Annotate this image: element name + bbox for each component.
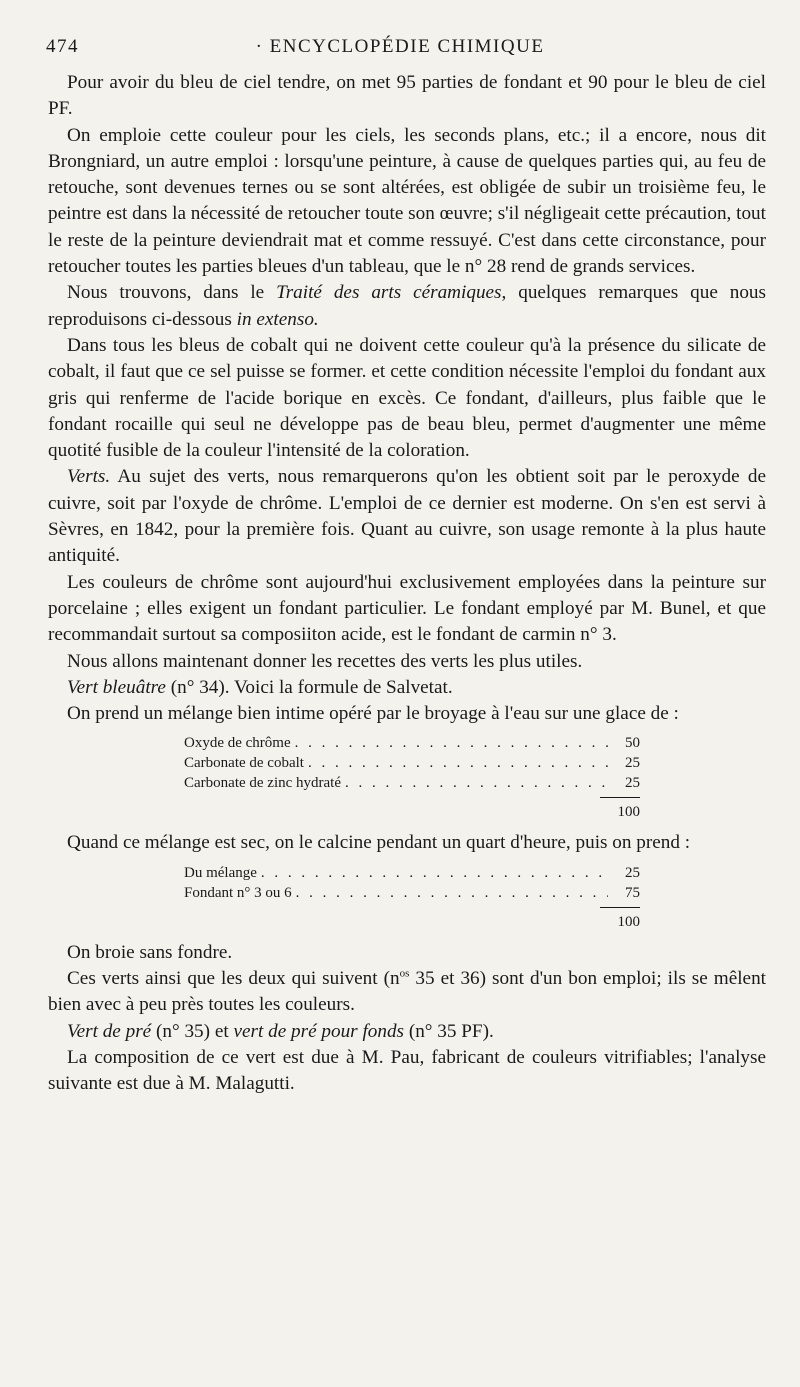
paragraph — [48, 1019, 766, 1045]
recipe-name: vert de pré pour fonds — [233, 1020, 405, 1042]
row-value: 25 — [625, 775, 640, 792]
text-run: (n° 34). Voici la formule de Salvetat. — [165, 676, 453, 698]
running-title: · ENCYCLOPÉDIE CHIMIQUE — [255, 36, 545, 57]
paragraph: On prend un mélange bien intime opéré par le broyage à l'eau sur une glace de : — [67, 703, 679, 725]
page-number: 474 — [46, 36, 79, 57]
row-label: Oxyde de chrôme — [184, 735, 291, 752]
text-run: (n° 35 PF). — [404, 1020, 494, 1042]
table-total: 100 — [617, 804, 640, 821]
book-title: Traité des arts céramiques — [276, 282, 502, 304]
paragraph — [48, 280, 766, 333]
paragraph — [48, 675, 766, 701]
table-row — [184, 753, 640, 773]
text-run: Ces verts ainsi que les deux qui suivent (n — [67, 968, 400, 990]
recipe-table-1 — [184, 733, 640, 822]
paragraph — [48, 966, 766, 1019]
row-label: Fondant n° 3 ou 6 — [184, 884, 292, 901]
row-label: Carbonate de zinc hydraté — [184, 775, 342, 792]
page-body — [48, 70, 766, 1098]
row-value: 25 — [625, 864, 640, 881]
paragraph: Quand ce mélange est sec, on le calcine pendant un quart d'heure, puis on prend : — [67, 832, 691, 854]
text-run: (n° 35) et — [151, 1020, 234, 1042]
superscript: os — [399, 967, 410, 980]
paragraph: On broie sans fondre. — [67, 941, 233, 963]
table-total: 100 — [617, 913, 640, 930]
paragraph — [48, 464, 766, 569]
table-row — [184, 773, 640, 793]
text-run: 35 et 36) sont d'un bon emploi; ils se mêlent bien avec à peu près toutes les couleurs. — [48, 968, 766, 1016]
row-label: Carbonate de cobalt — [184, 755, 304, 772]
text-run: Nous trouvons, dans le — [67, 282, 277, 304]
leader-dots — [291, 733, 608, 753]
row-value: 25 — [625, 755, 640, 772]
row-label: Du mélange — [184, 864, 257, 881]
text-run: Au sujet des verts, nous remarquerons qu'on les obtient soit par le peroxyde de cuivre, soit par l'oxyde de chrôme. L'emploi de ce dernier est moderne. On s'en est servi à Sèvres, en 1842, pour la première fois. Quant au cuivre, son usage remonte à la plus haute antiquité. — [48, 466, 766, 567]
paragraph: On emploie cette couleur pour les ciels, les seconds plans, etc.; il a encore, nous dit Brongniard, un autre emploi : lorsqu'une peinture, à cause de quelques parties qui, au feu de retouche, sont devenues ternes ou se sont altérées, est obligée de subir un troisième feu, le peintre est dans la nécessité de retoucher toute son œuvre; s'il négligeait cette précaution, tout le reste de la peinture deviendrait mat et comme ressuyé. C'est dans cette circonstance, pour retoucher toutes les parties bleues d'un tableau, que le n° 28 rend de grands services. — [48, 124, 766, 278]
latin-phrase: in extenso. — [236, 308, 319, 330]
running-header — [46, 36, 754, 60]
table-row — [184, 883, 640, 903]
leader-dots — [292, 883, 608, 903]
section-lead: Verts. — [67, 466, 111, 488]
paragraph: Les couleurs de chrôme sont aujourd'hui exclusivement employées dans la peinture sur porcelaine ; elles exigent un fondant particulier. Le fondant employé par M. Bunel, et que recommandait surtout sa composiiton acide, est le fondant de carmin n° 3. — [48, 571, 766, 646]
paragraph: Nous allons maintenant donner les recettes des verts les plus utiles. — [67, 650, 583, 672]
leader-dots — [257, 863, 608, 883]
recipe-name: Vert bleuâtre — [67, 676, 166, 698]
row-value: 50 — [625, 735, 640, 752]
paragraph: La composition de ce vert est due à M. Pau, fabricant de couleurs vitrifiables; l'analyse suivante est due à M. Malagutti. — [48, 1046, 766, 1095]
leader-dots — [341, 773, 608, 793]
recipe-table-2 — [184, 863, 640, 932]
paragraph: Pour avoir du bleu de ciel tendre, on met 95 parties de fondant et 90 pour le bleu de ciel PF. — [48, 72, 766, 120]
row-value: 75 — [625, 884, 640, 901]
table-row — [184, 863, 640, 883]
table-row — [184, 733, 640, 753]
leader-dots — [304, 753, 608, 773]
text-run: , quelques remarques que nous reproduisons ci-dessous — [48, 282, 766, 330]
paragraph: Dans tous les bleus de cobalt qui ne doivent cette couleur qu'à la présence du silicate de cobalt, il faut que ce sel puisse se former. et cette condition nécessite l'emploi du fondant aux gris qui renferme de l'acide borique en excès. Ce fondant, d'ailleurs, plus faible que le fondant rocaille qui seul ne développe pas de beau bleu, permet d'augmenter une même quotité fusible de la couleur l'intensité de la coloration. — [48, 334, 766, 462]
recipe-name: Vert de pré — [67, 1020, 152, 1042]
